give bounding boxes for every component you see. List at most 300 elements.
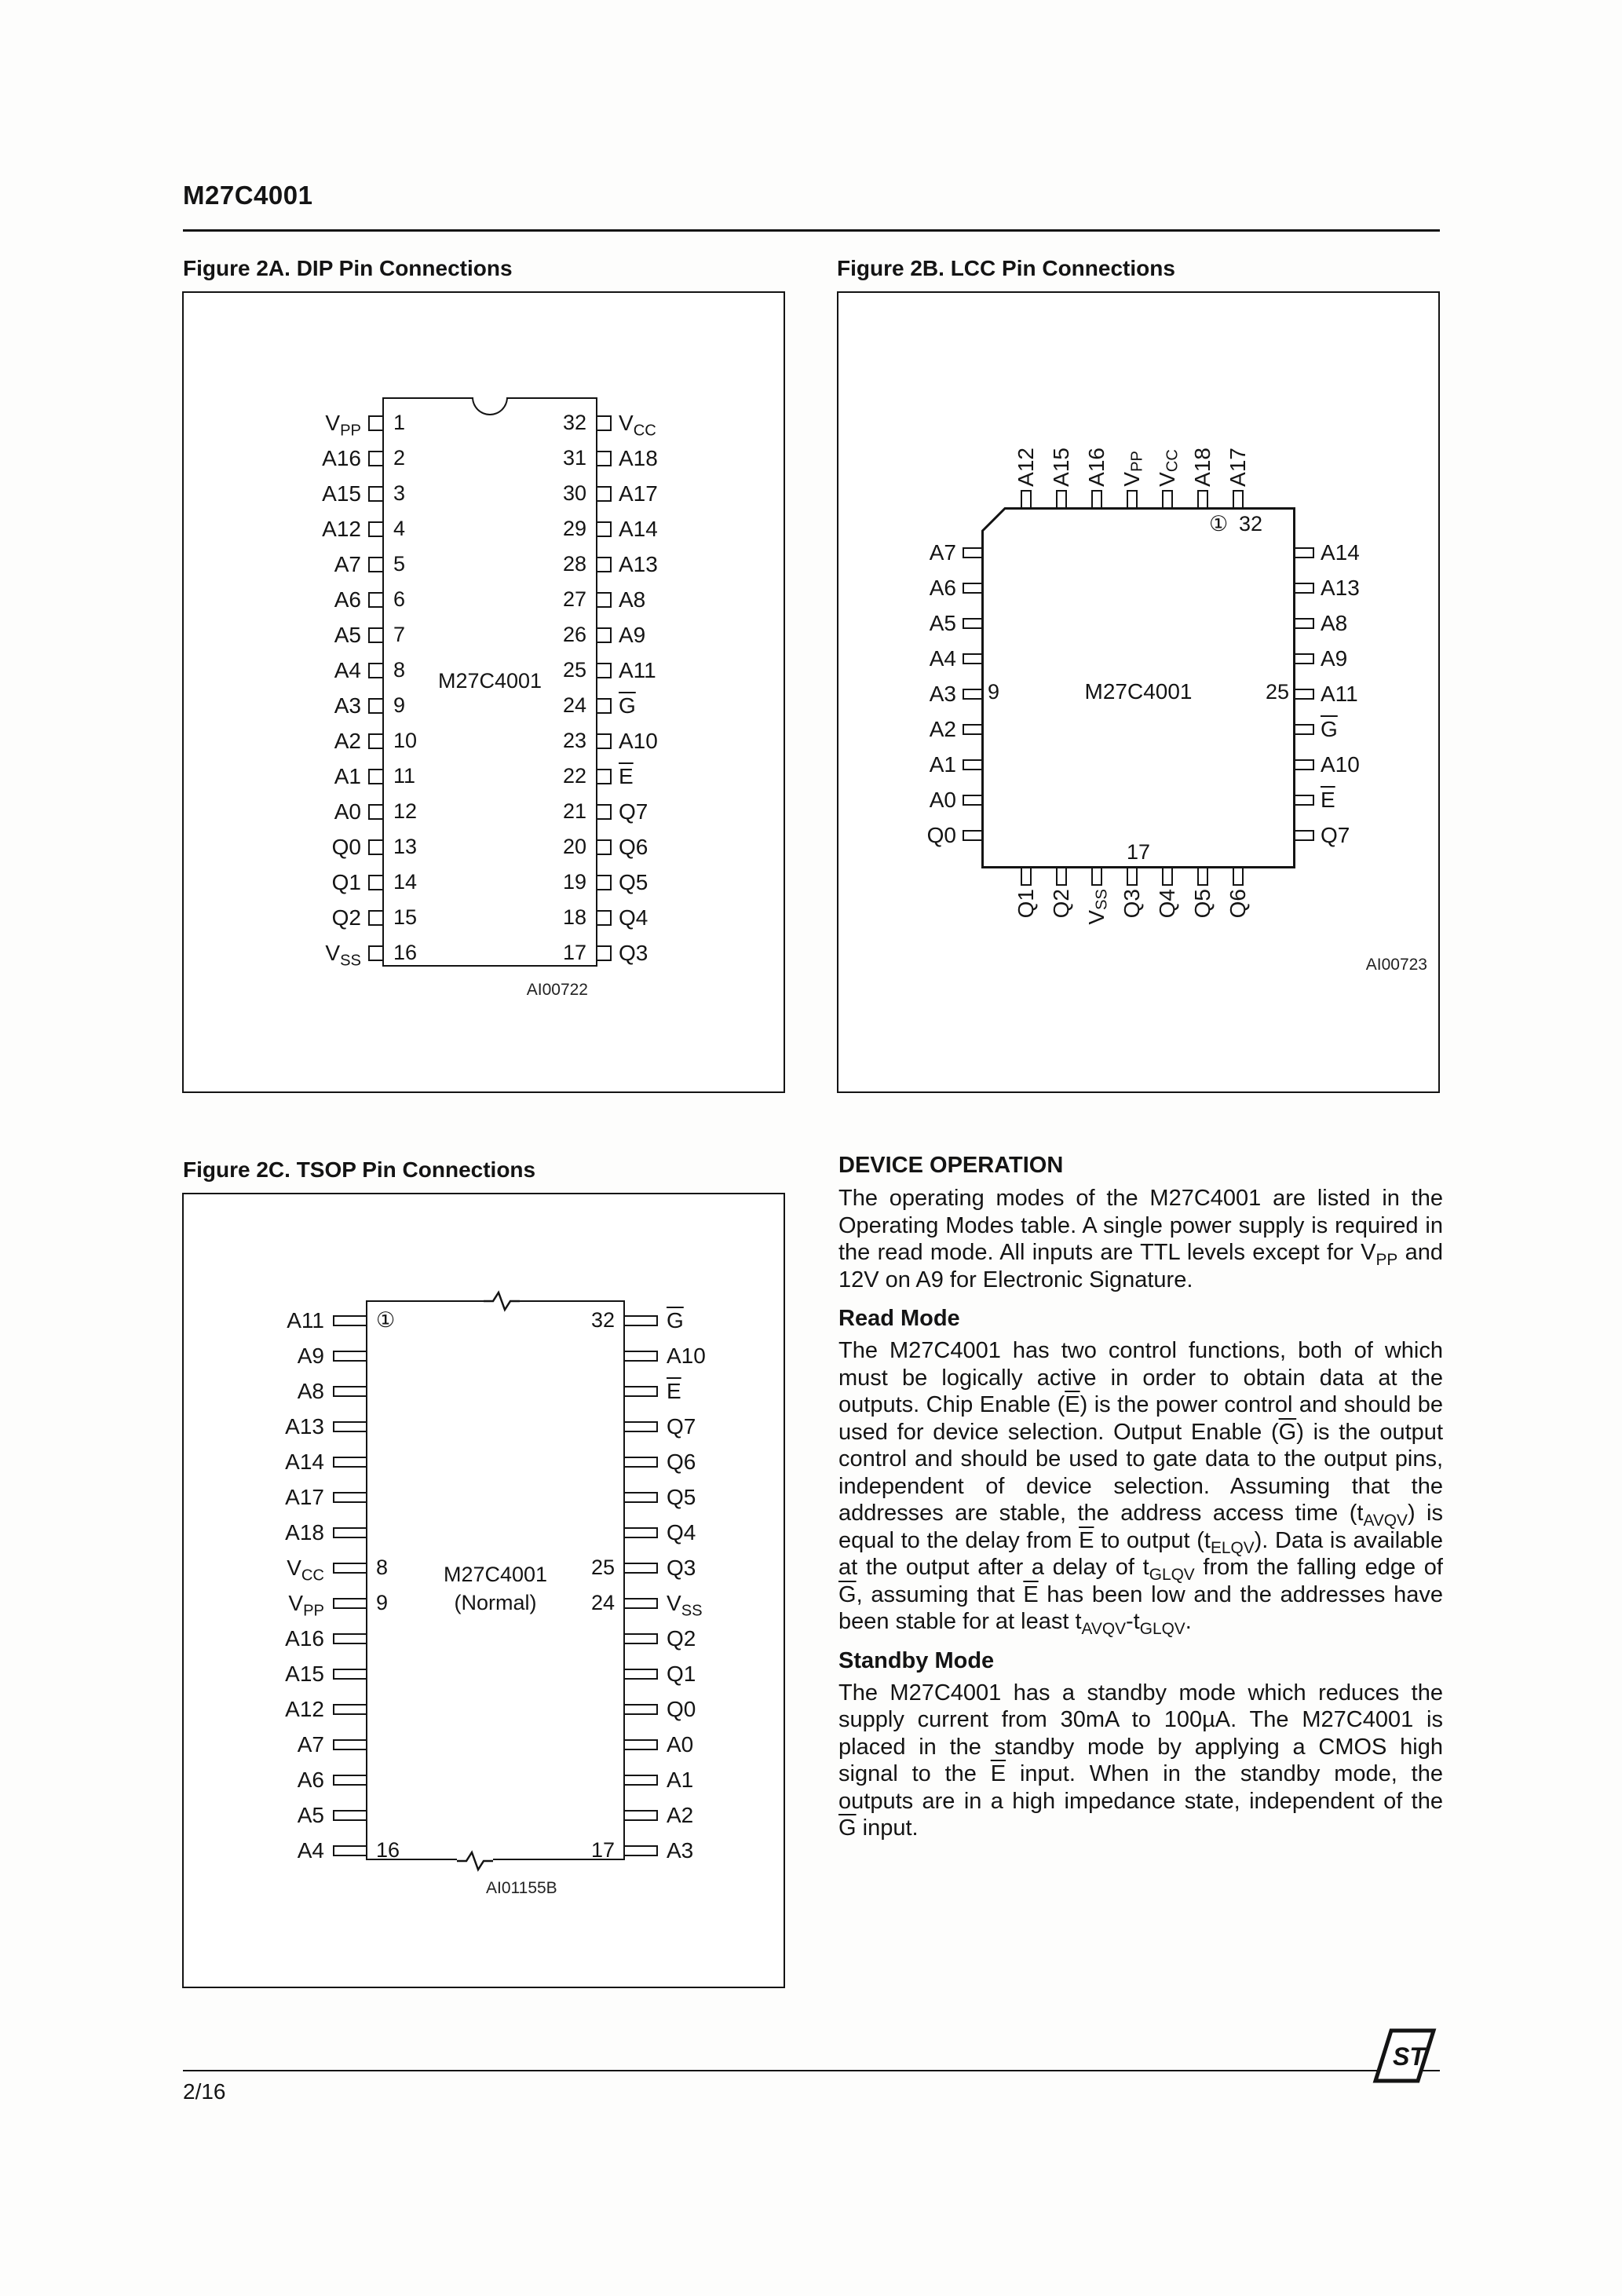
- pin-stub-left-icon: [333, 1598, 366, 1609]
- pin-label-left: A1: [929, 751, 956, 777]
- pin-label-left: A4: [334, 657, 361, 682]
- pin-stub-left-icon: [333, 1633, 366, 1644]
- pin-label-bottom: Q6: [1225, 889, 1250, 919]
- lcc-left-pin: [870, 570, 981, 605]
- pin-stub-right-icon: [597, 592, 612, 608]
- pin-label-bottom: Q5: [1189, 889, 1215, 919]
- dip-pin-row: [278, 582, 702, 617]
- pin-number-left: 8: [393, 658, 406, 682]
- pin-stub-right-icon: [597, 486, 612, 502]
- pin-label-right: Q3: [619, 940, 648, 965]
- dip-pin-row: [278, 794, 702, 829]
- pin-number-left: 16: [376, 1838, 400, 1862]
- pin-label-bottom: Q1: [1013, 889, 1038, 919]
- pin-stub-left-icon: [963, 547, 981, 558]
- read-mode-heading: Read Mode: [838, 1306, 960, 1331]
- pin-stub-right-icon: [1295, 795, 1314, 806]
- pin-number-left: ①: [376, 1308, 396, 1332]
- standby-mode-heading: Standby Mode: [838, 1647, 995, 1673]
- pin-number-right: 25: [590, 1556, 615, 1579]
- lcc-pin32-number: 32: [1239, 512, 1263, 536]
- pin-label-right: A17: [619, 481, 658, 506]
- lcc-top-pin: [1114, 423, 1149, 507]
- figure-2c-title: Figure 2C. TSOP Pin Connections: [183, 1157, 536, 1182]
- pin-stub-right-icon: [597, 804, 612, 820]
- pin-stub-bottom-icon: [1233, 868, 1244, 886]
- pin-stub-right-icon: [597, 733, 612, 749]
- pin-number-right: 32: [590, 1308, 615, 1332]
- pin-stub-right-icon: [1295, 547, 1314, 558]
- lcc-bottom-pin: [1149, 868, 1185, 952]
- pin-label-left: A5: [334, 622, 361, 647]
- device-operation-heading: DEVICE OPERATION: [838, 1153, 1064, 1178]
- lcc-left-pins: [870, 535, 981, 853]
- pin-label-left: A12: [285, 1696, 324, 1721]
- pin-stub-left-icon: [368, 804, 382, 820]
- pin-number-right: 18: [562, 905, 586, 929]
- pin-number-left: 1: [393, 411, 406, 434]
- pin-label-top: A12: [1013, 448, 1038, 487]
- pin-label-top: A18: [1189, 448, 1215, 487]
- pin-stub-top-icon: [1233, 490, 1244, 507]
- pin-label-right: $V_{CC}$: [619, 410, 656, 440]
- dip-pin-row: [278, 723, 702, 759]
- footer-rule: [183, 2070, 1440, 2071]
- pin-label-right: $\overline{E}$: [1321, 787, 1335, 812]
- lcc-top-pin: [1149, 423, 1185, 507]
- pin-stub-right-icon: [597, 769, 612, 784]
- pin-label-right: A10: [619, 728, 658, 753]
- pin-stub-left-icon: [333, 1563, 366, 1574]
- pin-label-right: A13: [1321, 575, 1360, 600]
- pin-label-left: Q2: [331, 905, 361, 930]
- pin-number-left: 4: [393, 517, 406, 540]
- pin-label-right: $\overline{E}$: [667, 1378, 681, 1403]
- lcc-left-pin: [870, 747, 981, 782]
- pin-stub-left-icon: [333, 1351, 366, 1362]
- pin-stub-right-icon: [597, 698, 612, 714]
- pin-label-left: A3: [334, 693, 361, 718]
- pin-label-left: $V_{PP}$: [325, 410, 361, 440]
- lcc-chip-label: M27C4001: [1084, 679, 1193, 704]
- pin-label-left: A17: [285, 1484, 324, 1509]
- pin-stub-right-icon: [1295, 830, 1314, 841]
- tsop-pin-row: [215, 1303, 776, 1338]
- pin-number-left: 12: [393, 799, 418, 823]
- pin-label-left: $V_{PP}$: [288, 1590, 324, 1620]
- tsop-chip-name: M27C4001: [443, 1563, 548, 1586]
- pin-label-right: A9: [1321, 645, 1348, 671]
- pin-stub-left-icon: [333, 1457, 366, 1468]
- pin-label-left: A16: [322, 445, 361, 470]
- page-number: 2/16: [183, 2079, 226, 2104]
- pin-number-left: 5: [393, 552, 406, 576]
- pin-stub-left-icon: [333, 1492, 366, 1503]
- pin-stub-left-icon: [368, 875, 382, 890]
- pin-stub-left-icon: [333, 1845, 366, 1856]
- dip-pin-row: [278, 759, 702, 794]
- lcc-left-pin: [870, 641, 981, 676]
- lcc-bottom-pin: [1079, 868, 1114, 952]
- pin-label-right: $V_{SS}$: [667, 1590, 703, 1620]
- tsop-pin-row: [215, 1691, 776, 1727]
- pin-label-right: $\overline{G}$: [619, 693, 636, 718]
- pin-stub-right-icon: [1295, 618, 1314, 629]
- pin-label-right: Q5: [619, 869, 648, 894]
- pin-number-right: 24: [590, 1591, 615, 1614]
- pin-label-top: A16: [1083, 448, 1109, 487]
- pin-stub-right-icon: [597, 839, 612, 855]
- pin-label-left: A1: [334, 763, 361, 788]
- pin-label-right: Q7: [619, 799, 648, 824]
- pin-stub-left-icon: [333, 1775, 366, 1786]
- pin-stub-right-icon: [625, 1351, 658, 1362]
- pin-label-left: A15: [285, 1661, 324, 1686]
- pin-label-left: A2: [929, 716, 956, 741]
- pin-number-right: 26: [562, 623, 586, 646]
- pin-stub-left-icon: [368, 945, 382, 961]
- pin-label-left: A4: [929, 645, 956, 671]
- pin-number-right: 32: [562, 411, 586, 434]
- pin-stub-left-icon: [368, 557, 382, 572]
- pin-stub-right-icon: [1295, 653, 1314, 664]
- pin-stub-right-icon: [625, 1704, 658, 1715]
- pin-label-right: Q1: [667, 1661, 696, 1686]
- pin-number-left: 16: [393, 941, 418, 964]
- figure-2b-lcc-diagram: [837, 291, 1440, 1093]
- pin-stub-bottom-icon: [1127, 868, 1138, 886]
- pin-stub-left-icon: [963, 795, 981, 806]
- lcc-right-pin: [1295, 782, 1429, 817]
- pin-number-right: 22: [562, 764, 586, 788]
- pin-number-left: 9: [393, 693, 406, 717]
- pin-number-left: 8: [376, 1556, 389, 1579]
- figure-2c-tsop-diagram: [182, 1193, 785, 1988]
- lcc-top-pin: [1043, 423, 1079, 507]
- pin-stub-right-icon: [1295, 759, 1314, 770]
- pin-label-right: $\overline{G}$: [1321, 716, 1338, 741]
- pin-label-left: A16: [285, 1625, 324, 1651]
- pin-number-left: 6: [393, 587, 406, 611]
- pin-stub-right-icon: [625, 1315, 658, 1326]
- pin-stub-left-icon: [333, 1704, 366, 1715]
- pin-number-left: 10: [393, 729, 418, 752]
- lcc-right-pins: [1295, 535, 1429, 853]
- pin-label-right: A18: [619, 445, 658, 470]
- lcc-right-pin: [1295, 535, 1429, 570]
- tsop-chip-variant: (Normal): [454, 1591, 537, 1614]
- pin-stub-left-icon: [368, 698, 382, 714]
- pin-label-right: Q7: [667, 1413, 696, 1439]
- pin-stub-left-icon: [333, 1527, 366, 1538]
- pin-stub-right-icon: [597, 945, 612, 961]
- figure-note: AI00723: [1365, 956, 1427, 974]
- lcc-top-pins: [1008, 423, 1255, 507]
- pin-label-right: A13: [619, 551, 658, 576]
- pin-stub-top-icon: [1162, 490, 1173, 507]
- pin-stub-right-icon: [625, 1563, 658, 1574]
- lcc-right-pin: [1295, 747, 1429, 782]
- pin-stub-right-icon: [597, 663, 612, 678]
- pin-number-right: 19: [562, 870, 586, 894]
- pin-stub-right-icon: [625, 1669, 658, 1680]
- dip-pin-row: [278, 688, 702, 723]
- pin-stub-left-icon: [963, 689, 981, 700]
- pin-label-top: A17: [1225, 448, 1250, 487]
- header-rule: [183, 229, 1440, 232]
- pin-stub-left-icon: [368, 415, 382, 431]
- pin-label-right: Q4: [619, 905, 648, 930]
- pin-label-right: Q6: [619, 834, 648, 859]
- dip-pin-row: [278, 900, 702, 935]
- pin-label-top: $V_{PP}$: [1119, 451, 1146, 487]
- pin-label-left: Q0: [331, 834, 361, 859]
- lcc-bottom-pins: [1008, 868, 1255, 952]
- pin-stub-left-icon: [368, 592, 382, 608]
- pin-stub-right-icon: [597, 415, 612, 431]
- svg-text:ST: ST: [1393, 2042, 1425, 2071]
- lcc-left-pin: [870, 817, 981, 853]
- lcc-bottom-pin: [1008, 868, 1043, 952]
- pin-label-right: A3: [667, 1837, 694, 1863]
- pin-label-left: $V_{CC}$: [287, 1555, 324, 1585]
- pin-stub-right-icon: [597, 910, 612, 926]
- pin-stub-left-icon: [368, 839, 382, 855]
- pin-label-left: A15: [322, 481, 361, 506]
- dip-pin-row: [278, 617, 702, 653]
- pin-stub-left-icon: [368, 733, 382, 749]
- pin-number-right: 31: [562, 446, 586, 470]
- tsop-pin-row: [215, 1727, 776, 1762]
- pin-label-right: A14: [619, 516, 658, 541]
- dip-pin-row: [278, 865, 702, 900]
- pin-label-right: Q6: [667, 1449, 696, 1474]
- dip-pin-row: [278, 476, 702, 511]
- pin-stub-left-icon: [963, 618, 981, 629]
- pin-label-right: $\overline{E}$: [619, 763, 634, 788]
- lcc-left-pin: [870, 535, 981, 570]
- pin-stub-right-icon: [625, 1739, 658, 1750]
- pin-number-left: 13: [393, 835, 418, 858]
- pin-stub-right-icon: [625, 1492, 658, 1503]
- lcc-right-pin: [1295, 641, 1429, 676]
- pin-label-left: A4: [297, 1837, 324, 1863]
- dip-pin-row: [278, 829, 702, 865]
- lcc-left-pin: [870, 711, 981, 747]
- dip-pin-row: [278, 547, 702, 582]
- pin-stub-top-icon: [1127, 490, 1138, 507]
- pin-label-right: A10: [1321, 751, 1360, 777]
- lcc-top-pin: [1220, 423, 1255, 507]
- lcc-pin17-number: 17: [1126, 840, 1151, 864]
- pin-label-right: $\overline{G}$: [667, 1307, 684, 1333]
- pin-stub-left-icon: [333, 1421, 366, 1432]
- dip-pin-row: [278, 441, 702, 476]
- pin-label-right: A10: [667, 1343, 706, 1368]
- pin-stub-left-icon: [368, 769, 382, 784]
- pin-stub-left-icon: [368, 486, 382, 502]
- pin-label-left: A12: [322, 516, 361, 541]
- pin-label-left: A11: [287, 1307, 324, 1333]
- pin-stub-left-icon: [368, 451, 382, 466]
- pin-label-left: A5: [297, 1802, 324, 1827]
- tsop-pin-row: [215, 1833, 776, 1868]
- pin-label-right: A8: [1321, 610, 1348, 635]
- pin-stub-right-icon: [625, 1421, 658, 1432]
- pin-label-bottom: Q4: [1154, 889, 1179, 919]
- pin-label-right: Q4: [667, 1519, 696, 1545]
- lcc-left-pin: [870, 605, 981, 641]
- pin-stub-top-icon: [1056, 490, 1067, 507]
- tsop-pin-row: [215, 1338, 776, 1373]
- pin-label-left: $V_{SS}$: [325, 940, 361, 970]
- pin-label-right: A0: [667, 1731, 694, 1757]
- pin-label-right: A1: [667, 1767, 694, 1792]
- pin-stub-right-icon: [1295, 689, 1314, 700]
- pin-label-left: A3: [929, 681, 956, 706]
- pin-stub-right-icon: [597, 521, 612, 537]
- pin-stub-right-icon: [625, 1457, 658, 1468]
- pin-label-right: Q2: [667, 1625, 696, 1651]
- figure-note: AI00722: [526, 981, 588, 999]
- pin-stub-top-icon: [1197, 490, 1208, 507]
- pin-number-right: 28: [562, 552, 586, 576]
- pin-stub-left-icon: [368, 521, 382, 537]
- lcc-pin1-marker: ①: [1209, 512, 1229, 536]
- device-operation-section: [838, 1153, 1443, 1842]
- pin-label-bottom: Q2: [1048, 889, 1073, 919]
- pin-stub-left-icon: [963, 724, 981, 735]
- pin-label-left: A6: [334, 587, 361, 612]
- pin-label-left: A8: [297, 1378, 324, 1403]
- tsop-pin-row: [215, 1479, 776, 1515]
- lcc-right-pin: [1295, 570, 1429, 605]
- pin-stub-right-icon: [625, 1845, 658, 1856]
- pin-number-right: 20: [562, 835, 586, 858]
- pin-label-right: Q3: [667, 1555, 696, 1580]
- pin-stub-left-icon: [963, 583, 981, 594]
- pin-label-left: A14: [285, 1449, 324, 1474]
- pin-label-left: A0: [929, 787, 956, 812]
- pin-label-left: A2: [334, 728, 361, 753]
- read-mode-paragraph: The M27C4001 has two control functions, both of which must be logically active in order to obtain data at the outputs. Chip Enable $(\overline{E})$ is the power control and should be used for device selection. Output Enable $(\overline{G})$ is the output control and should be used to gate data to the output pins, independent of device selection. Assuming that the addresses are stable, the address access time $(t_{AVQV})$ is equal to the delay from $\overline{E}$ to output $(t_{ELQV})$. Data is available at the output after a delay of $t_{GLQV}$ from the falling edge of $\overline{G}$, assuming that $\overline{E}$ has been low and the addresses have been stable for at least $t_{AVQV}-t_{GLQV}$.: [838, 1338, 1443, 1638]
- dip-pin-rows: [278, 405, 702, 971]
- pin-label-right: Q0: [667, 1696, 696, 1721]
- pin-stub-top-icon: [1091, 490, 1102, 507]
- pin-label-top: A15: [1048, 448, 1073, 487]
- pin-stub-bottom-icon: [1162, 868, 1173, 886]
- pin-stub-left-icon: [333, 1669, 366, 1680]
- figure-2a-dip-diagram: [182, 291, 785, 1093]
- pin-stub-right-icon: [625, 1598, 658, 1609]
- pin-number-right: 17: [562, 941, 586, 964]
- pin-stub-bottom-icon: [1056, 868, 1067, 886]
- pin-stub-left-icon: [333, 1386, 366, 1397]
- pin-stub-right-icon: [625, 1386, 658, 1397]
- tsop-pin-row: [215, 1515, 776, 1550]
- figure-2b-title: Figure 2B. LCC Pin Connections: [837, 256, 1175, 280]
- pin-number-left: 7: [393, 623, 406, 646]
- lcc-bottom-pin: [1043, 868, 1079, 952]
- pin-stub-right-icon: [597, 557, 612, 572]
- pin-label-right: Q5: [667, 1484, 696, 1509]
- pin-number-left: 3: [393, 481, 406, 505]
- lcc-right-pin: [1295, 676, 1429, 711]
- tsop-pin-row: [215, 1621, 776, 1656]
- pin-label-left: A7: [297, 1731, 324, 1757]
- pin-number-left: 2: [393, 446, 406, 470]
- tsop-pin-row: [215, 1444, 776, 1479]
- pin-label-left: A13: [285, 1413, 324, 1439]
- pin-number-right: 29: [562, 517, 586, 540]
- pin-label-left: A7: [334, 551, 361, 576]
- lcc-right-pin: [1295, 711, 1429, 747]
- pin-label-left: A7: [929, 539, 956, 565]
- dip-pin-row: [278, 405, 702, 441]
- lcc-right-pin: [1295, 817, 1429, 853]
- dip-pin-row: [278, 935, 702, 971]
- pin-stub-bottom-icon: [1021, 868, 1032, 886]
- pin-number-left: 14: [393, 870, 418, 894]
- pin-number-left: 11: [393, 764, 416, 788]
- pin-label-left: A6: [297, 1767, 324, 1792]
- dip-pin-row: [278, 511, 702, 547]
- tsop-pin-row: [215, 1656, 776, 1691]
- pin-stub-right-icon: [625, 1775, 658, 1786]
- pin-number-right: 24: [562, 693, 586, 717]
- lcc-bottom-pin: [1114, 868, 1149, 952]
- pin-stub-right-icon: [1295, 724, 1314, 735]
- pin-stub-right-icon: [597, 875, 612, 890]
- lcc-pin9-number: 9: [988, 680, 1000, 704]
- pin-stub-left-icon: [333, 1315, 366, 1326]
- tsop-pin-row: [215, 1797, 776, 1833]
- pin-stub-left-icon: [368, 627, 382, 643]
- tsop-pin-row: [215, 1409, 776, 1444]
- pin-number-right: 17: [590, 1838, 615, 1862]
- pin-stub-right-icon: [597, 451, 612, 466]
- pin-number-left: 9: [376, 1591, 389, 1614]
- pin-label-right: A2: [667, 1802, 694, 1827]
- pin-number-right: 25: [562, 658, 586, 682]
- pin-label-right: A9: [619, 622, 646, 647]
- pin-number-right: 21: [562, 799, 586, 823]
- lcc-bottom-pin: [1220, 868, 1255, 952]
- pin-label-top: $V_{CC}$: [1154, 449, 1182, 487]
- device-operation-paragraph: The operating modes of the M27C4001 are listed in the Operating Modes table. A single power supply is required in the read mode. All inputs are TTL levels except for $V_{PP}$ and 12V on A9 for Electronic Signature.: [838, 1186, 1443, 1292]
- lcc-top-pin: [1185, 423, 1220, 507]
- dip-chip-label: M27C4001: [437, 669, 542, 693]
- pin-label-left: Q0: [926, 822, 956, 847]
- pin-stub-right-icon: [1295, 583, 1314, 594]
- figure-note: AI01155B: [486, 1879, 557, 1897]
- st-logo-icon: [1372, 2026, 1437, 2086]
- pin-stub-left-icon: [368, 910, 382, 926]
- pin-number-right: 27: [562, 587, 586, 611]
- pin-label-right: A14: [1321, 539, 1360, 565]
- pin-stub-right-icon: [625, 1810, 658, 1821]
- tsop-pin-row: [215, 1373, 776, 1409]
- pin-stub-left-icon: [333, 1739, 366, 1750]
- pin-label-left: A6: [929, 575, 956, 600]
- pin-label-right: A8: [619, 587, 646, 612]
- pin-label-left: A0: [334, 799, 361, 824]
- pin-stub-right-icon: [625, 1633, 658, 1644]
- dip-pin-row: [278, 653, 702, 688]
- pin-number-left: 15: [393, 905, 418, 929]
- standby-mode-paragraph: The M27C4001 has a standby mode which reduces the supply current from 30mA to 100µA. The M27C4001 is placed in the standby mode by applying a CMOS high signal to the $\overline{E}$ input. When in the standby mode, the outputs are in a high impedance state, independent of the $\overline{G}$ input.: [838, 1680, 1443, 1841]
- lcc-left-pin: [870, 676, 981, 711]
